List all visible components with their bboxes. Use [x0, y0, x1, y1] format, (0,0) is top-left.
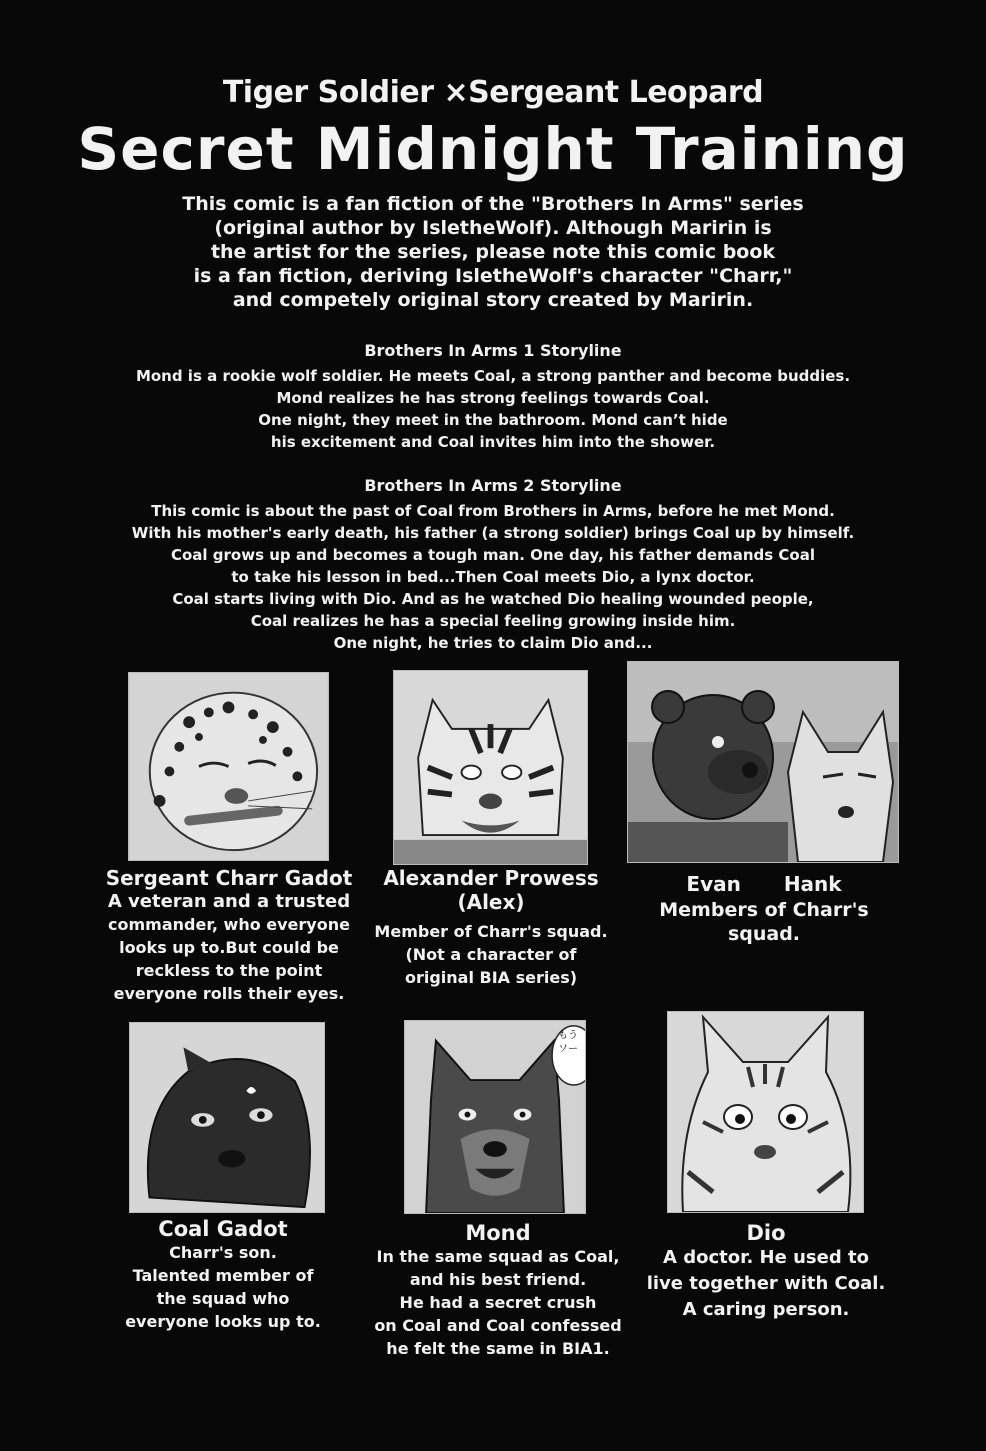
bear-and-fox-illustration	[628, 662, 898, 862]
dio-name: Dio	[746, 1221, 786, 1245]
storyline-line: One night, they meet in the bathroom. Mond can’t hide	[258, 411, 728, 429]
coal-panther-portrait	[129, 1022, 325, 1213]
evan-hank-portrait	[627, 661, 899, 863]
intro-line: the artist for the series, please note this comic book	[210, 241, 776, 263]
storyline-1	[0, 340, 986, 453]
charr-name: Sergeant Charr Gadot	[105, 866, 353, 890]
desc-line: Member of Charr's squad.	[374, 922, 608, 941]
desc-line: he felt the same in BIA1.	[386, 1339, 610, 1358]
desc-line: looks up to.But could be	[119, 938, 339, 957]
hank-name: Hank	[783, 872, 842, 896]
desc-line: and his best friend.	[409, 1270, 587, 1289]
storyline-2-heading: Brothers In Arms 2 Storyline	[364, 476, 622, 495]
storyline-1-heading: Brothers In Arms 1 Storyline	[364, 341, 622, 360]
desc-line: Charr's son.	[169, 1243, 277, 1262]
evan-name: Evan	[686, 872, 741, 896]
evan-hank-caption	[622, 872, 906, 946]
desc-line: on Coal and Coal confessed	[374, 1316, 622, 1335]
speech-bubble-text: もう ソー	[558, 1030, 578, 1055]
desc-line: A doctor. He used to	[663, 1247, 869, 1268]
intro-line: This comic is a fan fiction of the "Brothers In Arms" series	[182, 193, 804, 215]
desc-line: A veteran and a trusted	[107, 891, 351, 912]
storyline-line: Coal grows up and becomes a tough man. One day, his father demands Coal	[170, 546, 816, 564]
mond-caption	[360, 1221, 636, 1360]
storyline-line: Coal realizes he has a special feeling growing inside him.	[250, 612, 736, 630]
dio-lynx-portrait	[667, 1011, 864, 1213]
desc-line: original BIA series)	[404, 968, 578, 987]
panther-face-illustration	[130, 1023, 324, 1212]
charr-desc	[98, 890, 360, 1005]
charr-leopard-portrait	[128, 672, 329, 861]
intro-text	[0, 192, 986, 312]
storyline-line: This comic is about the past of Coal from Brothers in Arms, before he met Mond.	[151, 502, 835, 520]
alex-tiger-portrait	[393, 670, 588, 865]
intro-line: is a fan fiction, deriving IsletheWolf's character "Charr,"	[193, 265, 793, 287]
leopard-face-illustration	[129, 673, 328, 860]
evan-hank-desc: Members of Charr's squad.	[659, 899, 869, 945]
storyline-line: One night, he tries to claim Dio and...	[333, 634, 653, 652]
desc-line: In the same squad as Coal,	[376, 1247, 620, 1266]
desc-line: everyone rolls their eyes.	[113, 984, 345, 1003]
mond-desc	[360, 1245, 636, 1360]
desc-line: live together with Coal.	[646, 1273, 886, 1294]
storyline-line: Mond is a rookie wolf soldier. He meets Coal, a strong panther and become buddies.	[135, 367, 851, 385]
series-subtitle: Tiger Soldier ×Sergeant Leopard	[222, 75, 764, 110]
storyline-line: Coal starts living with Dio. And as he watched Dio healing wounded people,	[172, 590, 814, 608]
desc-line: A caring person.	[682, 1299, 850, 1320]
storyline-2	[0, 475, 986, 654]
dio-caption	[628, 1221, 904, 1323]
alex-caption	[360, 866, 622, 989]
page-title: Secret Midnight Training	[77, 115, 909, 183]
alex-name: Alexander Prowess	[383, 866, 599, 890]
alex-desc	[360, 920, 622, 989]
dio-desc	[628, 1245, 904, 1323]
mond-wolf-portrait	[404, 1020, 586, 1214]
storyline-line: to take his lesson in bed...Then Coal meets Dio, a lynx doctor.	[231, 568, 755, 586]
evan-hank-names	[622, 872, 906, 896]
storyline-line: Mond realizes he has strong feelings towards Coal.	[276, 389, 710, 407]
alex-nickname: (Alex)	[457, 890, 525, 914]
desc-line: the squad who	[156, 1289, 290, 1308]
intro-line: and competely original story created by Maririn.	[232, 289, 754, 311]
desc-line: reckless to the point	[135, 961, 323, 980]
intro-line: (original author by IsletheWolf). Although Maririn is	[214, 217, 772, 239]
lynx-face-illustration	[668, 1012, 863, 1212]
desc-line: everyone looks up to.	[125, 1312, 321, 1331]
charr-caption	[98, 866, 360, 1005]
coal-desc	[100, 1241, 346, 1333]
coal-name: Coal Gadot	[158, 1217, 288, 1241]
desc-line: commander, who everyone	[108, 915, 350, 934]
desc-line: (Not a character of	[405, 945, 577, 964]
desc-line: Talented member of	[132, 1266, 314, 1285]
tiger-face-illustration	[394, 671, 587, 864]
desc-line: He had a secret crush	[399, 1293, 597, 1312]
coal-caption	[100, 1217, 346, 1333]
storyline-line: his excitement and Coal invites him into the shower.	[270, 433, 716, 451]
storyline-line: With his mother's early death, his father (a strong soldier) brings Coal up by himself.	[131, 524, 855, 542]
mond-name: Mond	[465, 1221, 531, 1245]
